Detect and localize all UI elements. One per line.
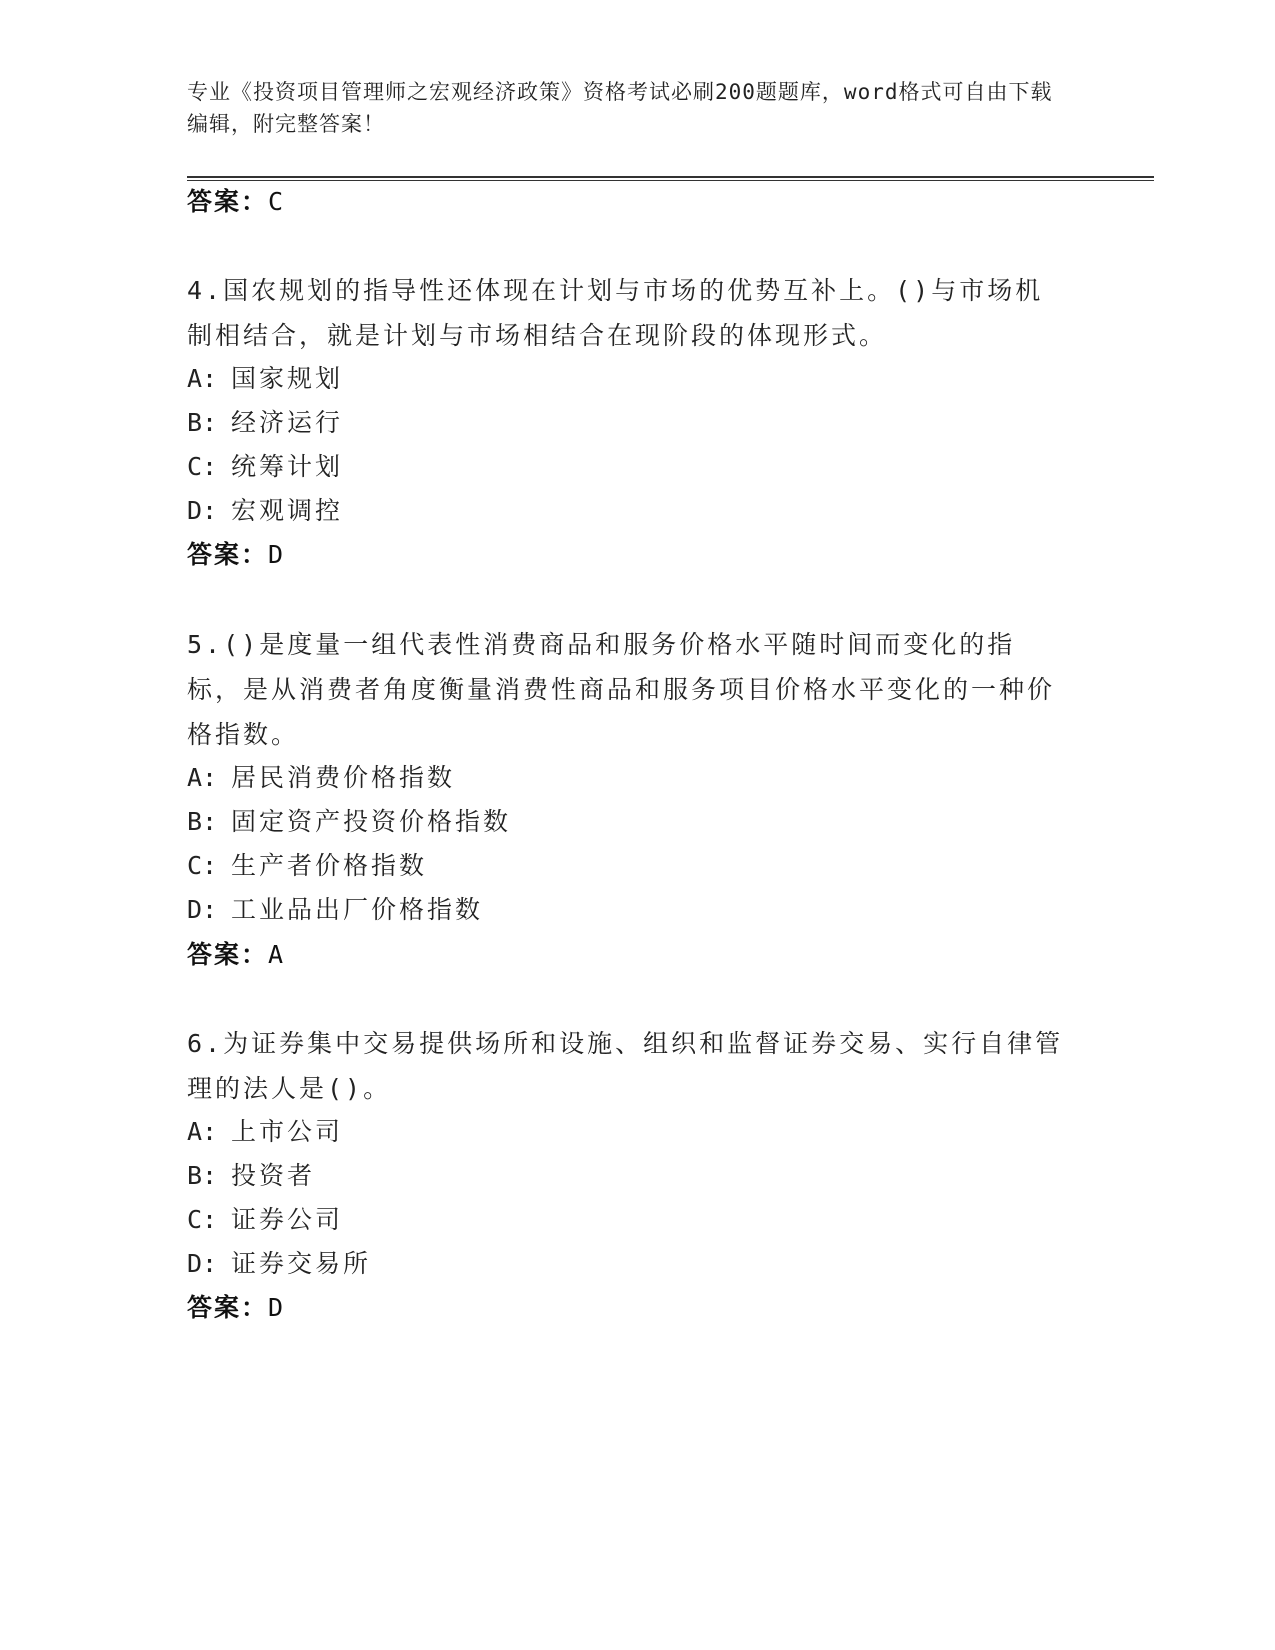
answer-value: A — [268, 940, 286, 969]
option-key: A: — [187, 1117, 218, 1146]
answer-line-q4 — [187, 539, 285, 571]
question-4-option-d — [187, 495, 343, 527]
answer-value: D — [268, 1293, 286, 1322]
question-5-stem: 5.()是度量一组代表性消费商品和服务价格水平随时间而变化的指标，是从消费者角度衡量消费性商品和服务项目价格水平变化的一种价格指数。 — [187, 630, 1056, 749]
answer-value: C — [268, 187, 286, 216]
option-text: 投资者 — [231, 1161, 316, 1190]
option-text: 证券公司 — [231, 1205, 344, 1234]
option-text: 统筹计划 — [231, 452, 344, 481]
option-text: 宏观调控 — [231, 496, 344, 525]
answer-line-q5 — [187, 939, 285, 971]
question-5-option-b — [187, 806, 511, 838]
answer-label: 答案： — [187, 540, 269, 569]
question-5-option-d — [187, 894, 483, 926]
answer-label: 答案： — [187, 940, 269, 969]
answer-label: 答案： — [187, 1293, 269, 1322]
option-key: D: — [187, 895, 218, 924]
question-6-stem: 6.为证券集中交易提供场所和设施、组织和监督证券交易、实行自律管理的法人是()。 — [187, 1029, 1064, 1103]
option-text: 国家规划 — [231, 364, 344, 393]
option-text: 经济运行 — [231, 408, 344, 437]
header-rule — [187, 176, 1154, 181]
option-key: C: — [187, 452, 218, 481]
question-6-option-a — [187, 1116, 343, 1148]
option-key: C: — [187, 1205, 218, 1234]
question-5-option-a — [187, 762, 455, 794]
option-text: 证券交易所 — [231, 1249, 372, 1278]
option-key: B: — [187, 807, 218, 836]
question-4-stem: 4.国农规划的指导性还体现在计划与市场的优势互补上。()与市场机制相结合，就是计划与市场相结合在现阶段的体现形式。 — [187, 276, 1044, 350]
option-text: 固定资产投资价格指数 — [231, 807, 512, 836]
question-6-option-b — [187, 1160, 315, 1192]
question-6-option-c — [187, 1204, 343, 1236]
option-key: C: — [187, 851, 218, 880]
option-key: A: — [187, 364, 218, 393]
answer-line-q6 — [187, 1292, 285, 1324]
question-4-option-a — [187, 363, 343, 395]
document-header: 专业《投资项目管理师之宏观经济政策》资格考试必刷200题题库，word格式可自由下载编辑，附完整答案！ — [187, 80, 1053, 136]
option-text: 居民消费价格指数 — [231, 763, 456, 792]
option-key: B: — [187, 408, 218, 437]
question-5-option-c — [187, 850, 427, 882]
answer-line-q3 — [187, 186, 285, 218]
question-4-option-b — [187, 407, 343, 439]
option-text: 工业品出厂价格指数 — [231, 895, 484, 924]
answer-value: D — [268, 540, 286, 569]
option-key: A: — [187, 763, 218, 792]
answer-label: 答案： — [187, 187, 269, 216]
option-text: 上市公司 — [231, 1117, 344, 1146]
question-6-option-d — [187, 1248, 371, 1280]
question-4-option-c — [187, 451, 343, 483]
option-key: D: — [187, 496, 218, 525]
option-key: B: — [187, 1161, 218, 1190]
option-text: 生产者价格指数 — [231, 851, 428, 880]
option-key: D: — [187, 1249, 218, 1278]
